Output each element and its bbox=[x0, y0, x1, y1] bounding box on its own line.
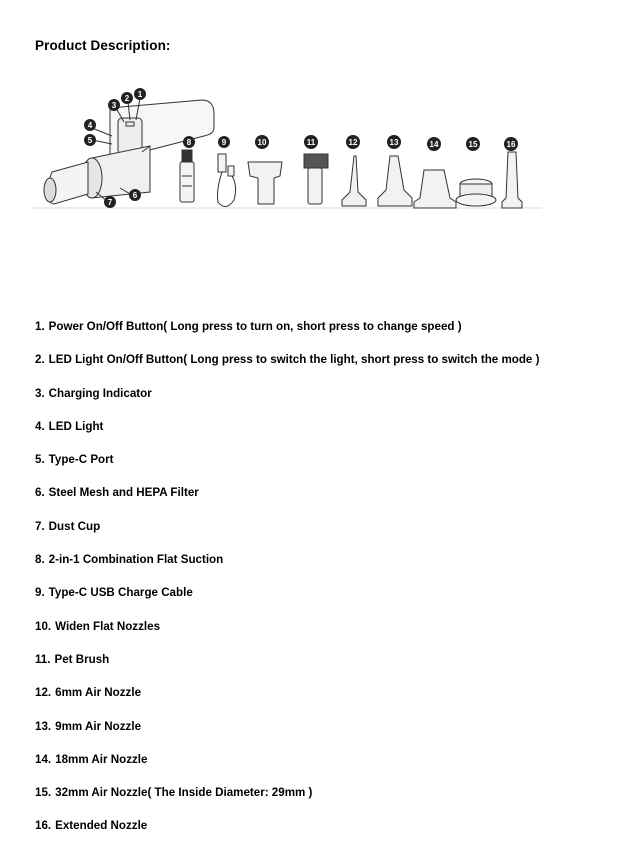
item-text: Power On/Off Button( Long press to turn on, short press to change speed ) bbox=[48, 320, 462, 333]
list-item bbox=[35, 620, 539, 653]
item-text: Pet Brush bbox=[54, 652, 110, 666]
svg-text:11: 11 bbox=[306, 138, 316, 147]
extended-nozzle-illustration bbox=[502, 152, 522, 208]
item-number: 16. bbox=[35, 819, 52, 833]
pet-brush-illustration bbox=[304, 154, 328, 204]
list-item bbox=[35, 387, 539, 420]
list-item bbox=[35, 653, 539, 686]
item-number: 10. bbox=[35, 619, 52, 633]
item-text: Widen Flat Nozzles bbox=[55, 619, 161, 633]
list-item bbox=[35, 520, 539, 553]
svg-text:10: 10 bbox=[257, 138, 267, 147]
list-item bbox=[35, 753, 539, 786]
list-item bbox=[35, 586, 539, 619]
product-diagram bbox=[32, 80, 542, 220]
air-nozzle-9mm-illustration bbox=[378, 156, 412, 206]
item-number: 2. bbox=[35, 353, 45, 367]
item-number: 11. bbox=[35, 652, 51, 666]
svg-text:6: 6 bbox=[132, 191, 138, 200]
list-item bbox=[35, 720, 539, 753]
list-item bbox=[35, 486, 539, 519]
item-number: 7. bbox=[35, 519, 45, 533]
flat-suction-illustration bbox=[180, 150, 194, 202]
svg-text:7: 7 bbox=[107, 198, 113, 207]
item-text: 9mm Air Nozzle bbox=[55, 719, 142, 733]
item-number: 4. bbox=[35, 419, 45, 433]
svg-text:5: 5 bbox=[87, 136, 93, 145]
item-number: 13. bbox=[35, 719, 52, 733]
item-number: 3. bbox=[35, 386, 45, 400]
list-item bbox=[35, 353, 539, 386]
item-number: 12. bbox=[35, 686, 52, 700]
item-text: LED Light bbox=[48, 419, 104, 433]
item-text: 2-in-1 Combination Flat Suction bbox=[48, 553, 224, 567]
list-item bbox=[35, 686, 539, 719]
item-text: Charging Indicator bbox=[48, 386, 152, 400]
air-nozzle-32mm-illustration bbox=[456, 179, 496, 206]
svg-text:16: 16 bbox=[506, 140, 516, 149]
item-text: Type-C Port bbox=[48, 453, 114, 467]
item-number: 15. bbox=[35, 786, 52, 800]
item-text: LED Light On/Off Button( Long press to switch the light, short press to switch the mode ) bbox=[48, 353, 540, 367]
item-text: 32mm Air Nozzle( The Inside Diameter: 29mm ) bbox=[55, 786, 313, 800]
item-number: 9. bbox=[35, 586, 45, 600]
item-number: 8. bbox=[35, 553, 45, 567]
item-number: 14. bbox=[35, 752, 52, 766]
item-text: 6mm Air Nozzle bbox=[55, 686, 142, 700]
item-text: Extended Nozzle bbox=[55, 819, 148, 833]
svg-text:3: 3 bbox=[111, 101, 117, 110]
item-text: 18mm Air Nozzle bbox=[55, 752, 148, 766]
list-item bbox=[35, 320, 539, 353]
page-title: Product Description: bbox=[35, 38, 171, 53]
list-item bbox=[35, 420, 539, 453]
svg-text:1: 1 bbox=[137, 90, 143, 99]
svg-text:15: 15 bbox=[468, 140, 478, 149]
svg-text:8: 8 bbox=[186, 138, 192, 147]
item-text: Type-C USB Charge Cable bbox=[48, 586, 193, 600]
svg-text:13: 13 bbox=[389, 138, 399, 147]
svg-text:4: 4 bbox=[87, 121, 93, 130]
item-text: Dust Cup bbox=[48, 519, 101, 533]
air-nozzle-18mm-illustration bbox=[414, 170, 456, 208]
usb-cable-illustration bbox=[218, 154, 236, 207]
feature-list bbox=[35, 320, 539, 853]
list-item bbox=[35, 453, 539, 486]
list-item bbox=[35, 819, 539, 852]
air-nozzle-6mm-illustration bbox=[342, 156, 366, 206]
item-text: Steel Mesh and HEPA Filter bbox=[48, 486, 199, 500]
svg-text:14: 14 bbox=[429, 140, 439, 149]
list-item bbox=[35, 553, 539, 586]
svg-text:2: 2 bbox=[124, 94, 130, 103]
list-item bbox=[35, 786, 539, 819]
item-number: 6. bbox=[35, 486, 45, 500]
item-number: 5. bbox=[35, 453, 45, 467]
svg-text:12: 12 bbox=[348, 138, 358, 147]
svg-text:9: 9 bbox=[221, 138, 227, 147]
widen-nozzle-illustration bbox=[248, 162, 282, 204]
item-number: 1. bbox=[35, 320, 45, 333]
